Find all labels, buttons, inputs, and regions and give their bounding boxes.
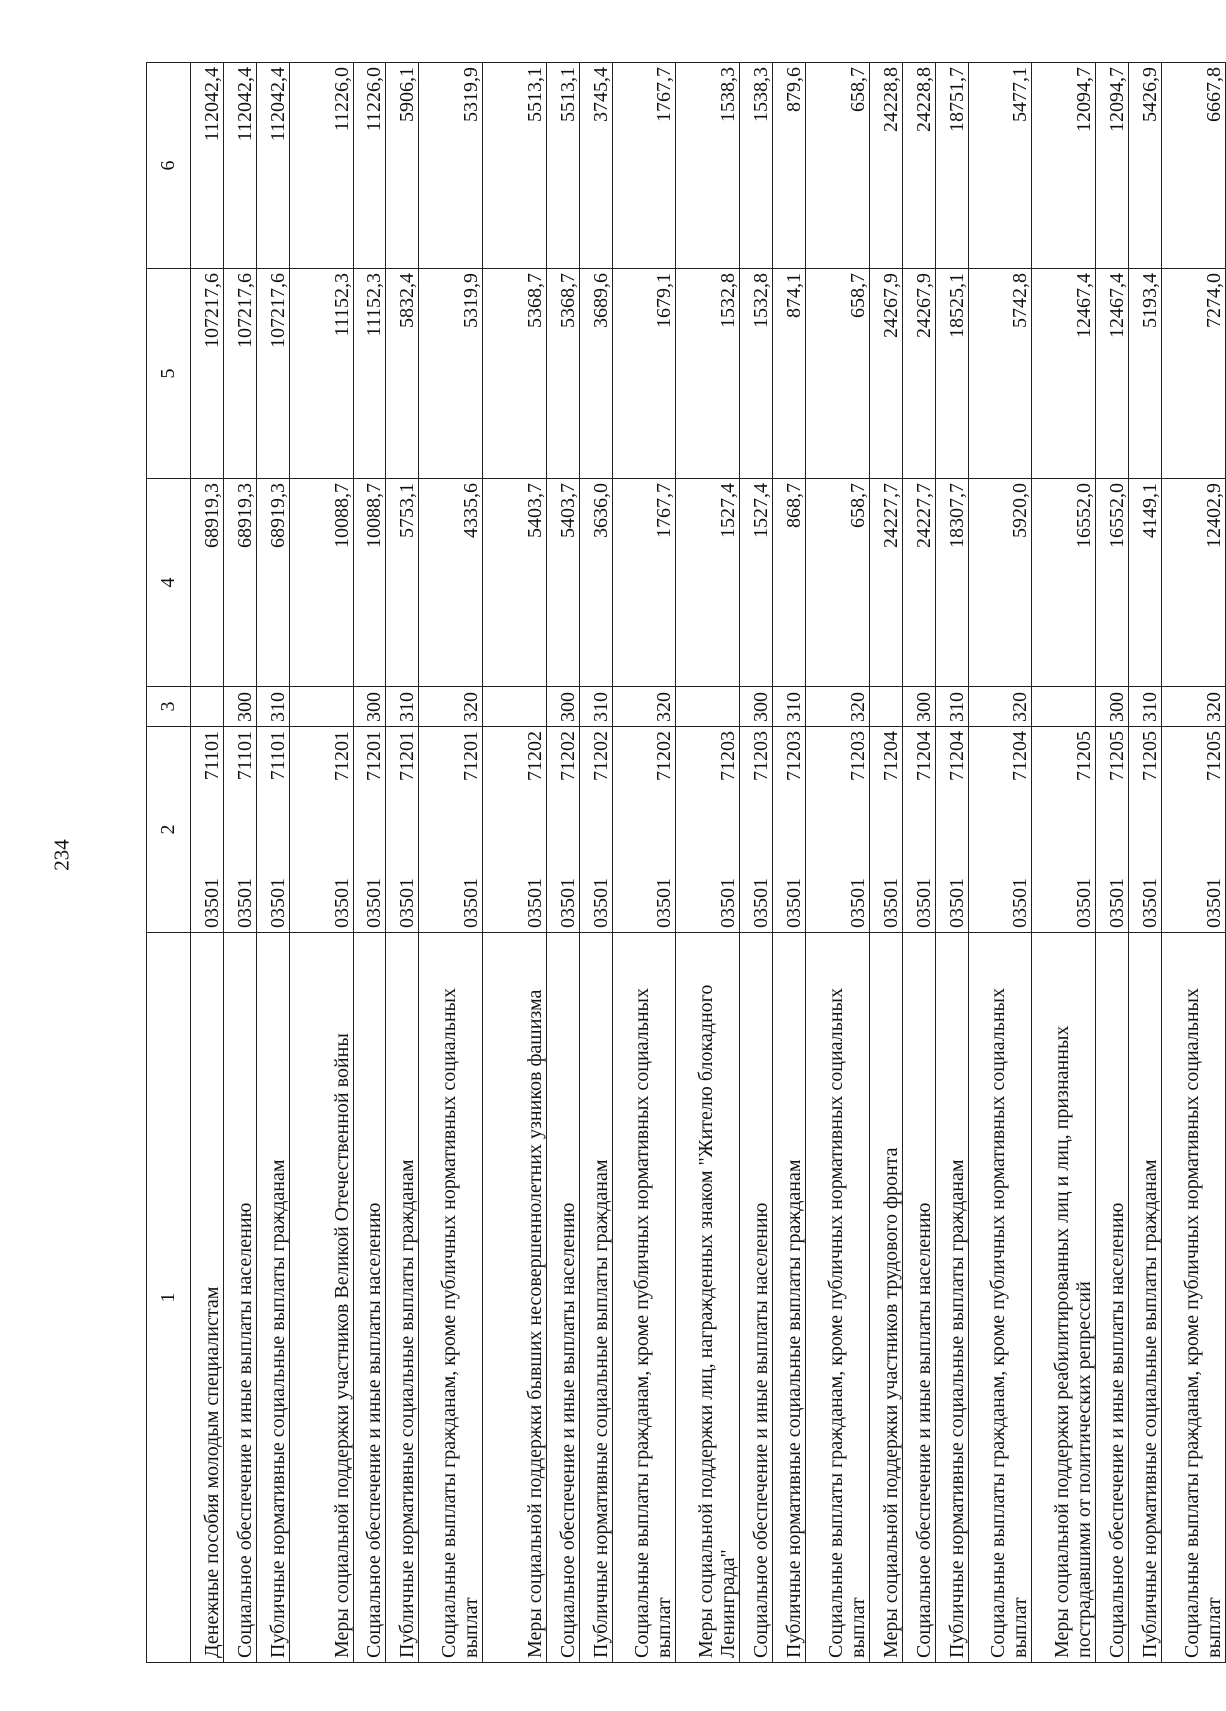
cell-expense-type: 320	[806, 687, 870, 727]
cell-value-5: 1532,8	[740, 269, 773, 479]
cell-value-4: 24227,7	[869, 479, 902, 687]
program-code: 03501	[846, 878, 869, 928]
cell-value-4: 10088,7	[353, 479, 386, 687]
cell-value-4: 18307,7	[935, 479, 968, 687]
direction-code: 71203	[783, 731, 806, 781]
program-code: 03501	[233, 878, 256, 928]
cell-value-6: 12094,7	[1032, 63, 1096, 269]
cell-value-5: 5368,7	[546, 269, 579, 479]
cell-code	[612, 727, 676, 933]
budget-table	[146, 62, 1226, 1663]
cell-code	[968, 727, 1032, 933]
table-row	[968, 63, 1032, 1663]
table-row	[773, 63, 806, 1663]
cell-value-5: 658,7	[806, 269, 870, 479]
cell-value-4: 16552,0	[1032, 479, 1096, 687]
cell-name: Социальные выплаты гражданам, кроме публичных нормативных социальных выплат	[968, 933, 1032, 1663]
table-row	[869, 63, 902, 1663]
cell-value-6: 24228,8	[902, 63, 935, 269]
program-code: 03501	[653, 878, 676, 928]
cell-expense-type: 310	[935, 687, 968, 727]
table-row	[935, 63, 968, 1663]
column-number-row	[147, 63, 191, 1663]
cell-value-5: 12467,4	[1096, 269, 1129, 479]
cell-expense-type: 310	[256, 687, 289, 727]
cell-name: Меры социальной поддержки участников Великой Отечественной войны	[289, 933, 353, 1663]
code-pair	[1073, 731, 1095, 928]
table-row	[353, 63, 386, 1663]
code-pair	[1106, 731, 1128, 928]
cell-value-6: 1538,3	[676, 63, 740, 269]
program-code: 03501	[200, 878, 223, 928]
direction-code: 71201	[396, 731, 419, 781]
cell-value-6: 24228,8	[869, 63, 902, 269]
column-header-3: 3	[147, 687, 191, 727]
code-pair	[1139, 731, 1161, 928]
column-header-5: 5	[147, 269, 191, 479]
cell-value-5: 12467,4	[1032, 269, 1096, 479]
cell-value-5: 11152,3	[289, 269, 353, 479]
cell-value-6: 11226,0	[353, 63, 386, 269]
cell-expense-type: 300	[546, 687, 579, 727]
cell-value-4: 4149,1	[1129, 479, 1162, 687]
cell-expense-type: 300	[740, 687, 773, 727]
cell-value-6: 1767,7	[612, 63, 676, 269]
cell-expense-type: 320	[1162, 687, 1226, 727]
table-row	[256, 63, 289, 1663]
program-code: 03501	[912, 878, 935, 928]
cell-value-4: 12402,9	[1162, 479, 1226, 687]
code-pair	[557, 731, 579, 928]
table-row	[1032, 63, 1096, 1663]
cell-expense-type	[483, 687, 547, 727]
program-code: 03501	[783, 878, 806, 928]
cell-value-6: 5513,1	[483, 63, 547, 269]
page-number: 234	[49, 839, 74, 871]
direction-code: 71205	[1139, 731, 1162, 781]
direction-code: 71203	[846, 731, 869, 781]
cell-value-6: 1538,3	[740, 63, 773, 269]
cell-value-5: 107217,6	[223, 269, 256, 479]
cell-name: Социальное обеспечение и иные выплаты населению	[546, 933, 579, 1663]
cell-code	[419, 727, 483, 933]
cell-value-5: 107217,6	[190, 269, 223, 479]
cell-value-4: 5753,1	[386, 479, 419, 687]
code-pair	[913, 731, 935, 928]
code-pair	[590, 731, 612, 928]
program-code: 03501	[750, 878, 773, 928]
code-pair	[783, 731, 805, 928]
cell-value-5: 107217,6	[256, 269, 289, 479]
direction-code: 71202	[523, 731, 546, 781]
column-header-1: 1	[147, 933, 191, 1663]
cell-name: Меры социальной поддержки бывших несовершеннолетних узников фашизма	[483, 933, 547, 1663]
code-pair	[717, 731, 739, 928]
cell-value-5: 18525,1	[935, 269, 968, 479]
cell-value-6: 5319,9	[419, 63, 483, 269]
cell-expense-type	[869, 687, 902, 727]
direction-code: 71101	[266, 731, 289, 781]
direction-code: 71204	[945, 731, 968, 781]
program-code: 03501	[460, 878, 483, 928]
cell-value-5: 5319,9	[419, 269, 483, 479]
cell-code	[935, 727, 968, 933]
column-header-6: 6	[147, 63, 191, 269]
cell-name: Публичные нормативные социальные выплаты гражданам	[1129, 933, 1162, 1663]
cell-code	[483, 727, 547, 933]
cell-value-6: 3745,4	[579, 63, 612, 269]
direction-code: 71201	[363, 731, 386, 781]
code-pair	[331, 731, 353, 928]
cell-name: Социальные выплаты гражданам, кроме публичных нормативных социальных выплат	[419, 933, 483, 1663]
program-code: 03501	[363, 878, 386, 928]
code-pair	[946, 731, 968, 928]
table-row	[1162, 63, 1226, 1663]
cell-name: Денежные пособия молодым специалистам	[190, 933, 223, 1663]
cell-name: Публичные нормативные социальные выплаты гражданам	[386, 933, 419, 1663]
code-pair	[750, 731, 772, 928]
cell-code	[190, 727, 223, 933]
table-body	[147, 63, 1226, 1663]
cell-value-5: 24267,9	[869, 269, 902, 479]
code-pair	[524, 731, 546, 928]
cell-value-4: 658,7	[806, 479, 870, 687]
cell-name: Социальное обеспечение и иные выплаты населению	[902, 933, 935, 1663]
cell-value-4: 68919,3	[256, 479, 289, 687]
cell-expense-type: 300	[902, 687, 935, 727]
cell-code	[256, 727, 289, 933]
code-pair	[267, 731, 289, 928]
code-pair	[653, 731, 675, 928]
cell-value-5: 5368,7	[483, 269, 547, 479]
cell-expense-type: 310	[579, 687, 612, 727]
cell-expense-type: 320	[612, 687, 676, 727]
cell-name: Публичные нормативные социальные выплаты гражданам	[256, 933, 289, 1663]
direction-code: 71101	[200, 731, 223, 781]
cell-expense-type	[190, 687, 223, 727]
cell-expense-type	[289, 687, 353, 727]
direction-code: 71202	[589, 731, 612, 781]
cell-code	[1162, 727, 1226, 933]
table-row	[579, 63, 612, 1663]
table-row	[386, 63, 419, 1663]
table-row	[676, 63, 740, 1663]
program-code: 03501	[1203, 878, 1225, 928]
cell-code	[579, 727, 612, 933]
cell-value-6: 5477,1	[968, 63, 1032, 269]
cell-expense-type: 300	[1096, 687, 1129, 727]
cell-value-5: 24267,9	[902, 269, 935, 479]
cell-name: Социальное обеспечение и иные выплаты населению	[740, 933, 773, 1663]
direction-code: 71202	[556, 731, 579, 781]
cell-name: Меры социальной поддержки участников трудового фронта	[869, 933, 902, 1663]
direction-code: 71202	[653, 731, 676, 781]
cell-value-5: 1679,1	[612, 269, 676, 479]
cell-value-4: 3636,0	[579, 479, 612, 687]
cell-code	[676, 727, 740, 933]
code-pair	[1009, 731, 1031, 928]
direction-code: 71203	[750, 731, 773, 781]
cell-value-4: 68919,3	[190, 479, 223, 687]
cell-code	[1032, 727, 1096, 933]
cell-value-5: 5742,8	[968, 269, 1032, 479]
table-row	[289, 63, 353, 1663]
direction-code: 71201	[330, 731, 353, 781]
cell-value-6: 112042,4	[190, 63, 223, 269]
cell-expense-type: 310	[773, 687, 806, 727]
cell-value-6: 879,6	[773, 63, 806, 269]
cell-value-4: 4335,6	[419, 479, 483, 687]
table-row	[1096, 63, 1129, 1663]
program-code: 03501	[1073, 878, 1096, 928]
cell-expense-type	[1032, 687, 1096, 727]
cell-value-5: 5193,4	[1129, 269, 1162, 479]
cell-value-4: 5920,0	[968, 479, 1032, 687]
code-pair	[1203, 731, 1225, 928]
cell-value-6: 6667,8	[1162, 63, 1226, 269]
cell-name: Социальное обеспечение и иные выплаты населению	[1096, 933, 1129, 1663]
code-pair	[460, 731, 482, 928]
cell-value-6: 112042,4	[256, 63, 289, 269]
cell-code	[1129, 727, 1162, 933]
code-pair	[847, 731, 869, 928]
cell-value-5: 11152,3	[353, 269, 386, 479]
code-pair	[396, 731, 418, 928]
cell-value-6: 5426,9	[1129, 63, 1162, 269]
cell-value-5: 874,1	[773, 269, 806, 479]
cell-expense-type: 300	[223, 687, 256, 727]
cell-value-4: 1527,4	[676, 479, 740, 687]
cell-code	[773, 727, 806, 933]
code-pair	[234, 731, 256, 928]
program-code: 03501	[945, 878, 968, 928]
table-row	[806, 63, 870, 1663]
cell-name: Публичные нормативные социальные выплаты гражданам	[773, 933, 806, 1663]
cell-code	[1096, 727, 1129, 933]
direction-code: 71101	[233, 731, 256, 781]
cell-code	[740, 727, 773, 933]
program-code: 03501	[556, 878, 579, 928]
table-row	[190, 63, 223, 1663]
direction-code: 71204	[912, 731, 935, 781]
cell-code	[546, 727, 579, 933]
cell-value-5: 3689,6	[579, 269, 612, 479]
cell-value-6: 11226,0	[289, 63, 353, 269]
cell-value-6: 5906,1	[386, 63, 419, 269]
cell-value-4: 68919,3	[223, 479, 256, 687]
program-code: 03501	[717, 878, 740, 928]
cell-name: Меры социальной поддержки лиц, награжденных знаком "Жителю блокадного Ленинграда"	[676, 933, 740, 1663]
direction-code: 71205	[1203, 731, 1225, 781]
cell-expense-type: 300	[353, 687, 386, 727]
cell-value-6: 112042,4	[223, 63, 256, 269]
program-code: 03501	[1139, 878, 1162, 928]
cell-name: Социальные выплаты гражданам, кроме публичных нормативных социальных выплат	[806, 933, 870, 1663]
table-row	[419, 63, 483, 1663]
cell-value-4: 868,7	[773, 479, 806, 687]
cell-value-4: 5403,7	[546, 479, 579, 687]
table-row	[740, 63, 773, 1663]
table-row	[902, 63, 935, 1663]
column-header-4: 4	[147, 479, 191, 687]
cell-value-6: 658,7	[806, 63, 870, 269]
table-row	[483, 63, 547, 1663]
cell-name: Публичные нормативные социальные выплаты гражданам	[579, 933, 612, 1663]
direction-code: 71205	[1073, 731, 1096, 781]
program-code: 03501	[1106, 878, 1129, 928]
direction-code: 71204	[879, 731, 902, 781]
direction-code: 71201	[460, 731, 483, 781]
cell-value-6: 5513,1	[546, 63, 579, 269]
cell-value-4: 1527,4	[740, 479, 773, 687]
direction-code: 71203	[717, 731, 740, 781]
cell-name: Социальное обеспечение и иные выплаты населению	[223, 933, 256, 1663]
code-pair	[880, 731, 902, 928]
program-code: 03501	[1009, 878, 1032, 928]
cell-value-6: 18751,7	[935, 63, 968, 269]
cell-value-5: 7274,0	[1162, 269, 1226, 479]
cell-name: Социальное обеспечение и иные выплаты населению	[353, 933, 386, 1663]
program-code: 03501	[879, 878, 902, 928]
cell-expense-type: 320	[968, 687, 1032, 727]
table-row	[546, 63, 579, 1663]
cell-code	[806, 727, 870, 933]
cell-value-5: 5832,4	[386, 269, 419, 479]
cell-name: Меры социальной поддержки реабилитированных лиц и лиц, признанных пострадавшими от политических репрессий	[1032, 933, 1096, 1663]
table-row	[612, 63, 676, 1663]
program-code: 03501	[266, 878, 289, 928]
cell-expense-type: 310	[1129, 687, 1162, 727]
program-code: 03501	[523, 878, 546, 928]
cell-value-4: 5403,7	[483, 479, 547, 687]
direction-code: 71204	[1009, 731, 1032, 781]
cell-expense-type: 310	[386, 687, 419, 727]
cell-name: Социальные выплаты гражданам, кроме публичных нормативных социальных выплат	[612, 933, 676, 1663]
program-code: 03501	[589, 878, 612, 928]
cell-name: Социальные выплаты гражданам, кроме публичных нормативных социальных выплат	[1162, 933, 1226, 1663]
cell-expense-type	[676, 687, 740, 727]
cell-expense-type: 320	[419, 687, 483, 727]
program-code: 03501	[396, 878, 419, 928]
cell-value-4: 1767,7	[612, 479, 676, 687]
cell-value-4: 16552,0	[1096, 479, 1129, 687]
cell-value-6: 12094,7	[1096, 63, 1129, 269]
column-header-2: 2	[147, 727, 191, 933]
cell-value-5: 1532,8	[676, 269, 740, 479]
table-row	[223, 63, 256, 1663]
cell-value-4: 24227,7	[902, 479, 935, 687]
cell-code	[223, 727, 256, 933]
cell-code	[353, 727, 386, 933]
cell-value-4: 10088,7	[289, 479, 353, 687]
code-pair	[363, 731, 385, 928]
rotated-table-container	[146, 63, 1226, 1663]
direction-code: 71205	[1106, 731, 1129, 781]
cell-code	[902, 727, 935, 933]
cell-name: Публичные нормативные социальные выплаты гражданам	[935, 933, 968, 1663]
program-code: 03501	[330, 878, 353, 928]
cell-code	[869, 727, 902, 933]
code-pair	[201, 731, 223, 928]
table-row	[1129, 63, 1162, 1663]
cell-code	[289, 727, 353, 933]
cell-code	[386, 727, 419, 933]
